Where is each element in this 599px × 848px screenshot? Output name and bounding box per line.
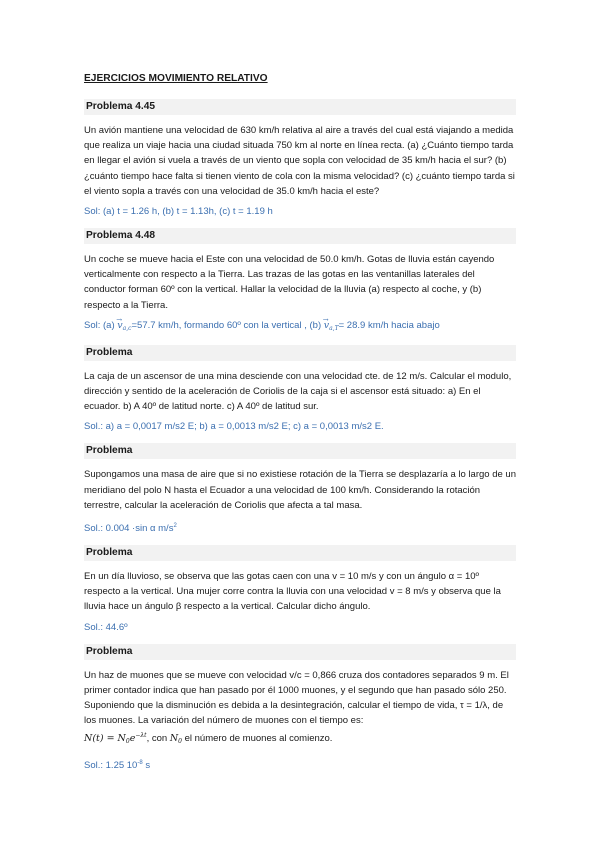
problem-elevator [84,345,516,435]
problem-statement: Un coche se mueve hacia el Este con una velocidad de 50.0 km/h. Gotas de lluvia están cayendo verticalmente con respecto a la Tierra. Las trazas de las gotas en las ventanillas laterales del conductor forman 60º con la vertical. Hallar la velocidad de la lluvia (a) respecto al coche, y (b) respecto a la Tierra. [84,254,495,311]
formula-exponential: e [129,733,136,745]
velocity-subscript: a,c [122,324,132,332]
statement-ending: el número de muones al comienzo. [181,733,333,745]
problem-heading-bar [84,443,516,459]
problem-heading: Problema [86,346,133,358]
problem-solution [84,319,516,336]
problem-heading: Problema [86,547,133,559]
velocity-vector-rain-car: → v [117,320,122,331]
problem-air-mass [84,443,516,536]
formula-exponent: −λt [135,732,147,740]
statement-text: Un haz de muones que se mueve con velocidad v/c = 0,866 cruza dos contadores separados 9 m. El primer contador indica que han pasado por él 1000 muones, y el segundo que han pasado sólo 250. Suponiendo que la disminución es debida a la desintegración, calcular el tiempo de vida, τ = 1/λ, de los muones. La variación del número de muones con el tiempo es: [84,669,509,727]
problem-heading-bar [84,545,516,561]
document-content [84,72,516,782]
decay-formula [84,733,147,744]
formula-subscript: 0 [125,738,130,746]
solution-prefix: Sol.: 1.25 10 [84,759,138,771]
problem-solution: Sol.: a) a = 0,0017 m/s2 E; b) a = 0,0013 m/s2 E; c) a = 0,0013 m/s2 E. [84,421,384,433]
n0-symbol: N [169,733,179,745]
problem-statement: Un avión mantiene una velocidad de 630 km/h relativa al aire a través del cual está viajando a medida que realiza un viaje hacia una ciudad situada 750 km al norte en línea recta. (a) ¿Cuánto tiempo tarda en llegar el avión si vuela a través de un viento que sopla con velocidad de 35 km/h hacia el sur? (b) ¿cuánto tiempo hace falta si tienen viento de cola con la misma velocidad? (c) ¿cuánto tiempo tarda si el viento sopla a través con una velocidad de 35.0 km/h hacia el este? [84,125,515,197]
problem-solution: Sol.: 44.6º [84,621,128,633]
problem-rain-angle [84,545,516,635]
formula-lhs: N(t) = N [84,733,126,745]
problem-4-48 [84,228,516,336]
problem-statement [84,668,516,750]
solution-prefix: Sol.: 0.004 ·sin α m/s [84,523,174,535]
solution-suffix: = 28.9 km/h hacia abajo [338,319,440,331]
velocity-subscript: a,T [329,324,339,332]
problem-heading: Problema 4.48 [86,230,156,242]
n0-subscript: 0 [178,738,182,746]
solution-prefix: Sol: (a) [84,319,118,331]
problem-statement: Supongamos una masa de aire que si no existiese rotación de la Tierra se desplazaría a lo largo de un meridiano del polo N hasta el Ecuador a una velocidad de 100 km/h. Considerando la rotación terrestre, calcular la aceleración de Coriolis que afecta a tal masa. [84,469,516,511]
problem-4-45 [84,99,516,219]
problem-heading-bar [84,99,516,115]
problem-muons [84,644,516,773]
solution-suffix: s [142,759,151,771]
solution-exponent: -8 [137,759,143,766]
problem-heading: Problema 4.45 [86,101,156,112]
problem-solution [84,519,516,536]
velocity-vector-rain-earth: → v [324,320,329,331]
problem-heading-bar [84,644,516,660]
problem-solution [84,756,516,773]
problem-heading-bar [84,228,516,244]
problem-heading-bar [84,345,516,361]
problem-heading: Problema [86,645,133,657]
document-title: EJERCICIOS MOVIMIENTO RELATIVO [84,73,268,84]
problem-statement: En un día lluvioso, se observa que las gotas caen con una v = 10 m/s y con un ángulo α = 10º respecto a la vertical. Una mujer corre contra la lluvia con una velocidad v = 8 m/s y observa que la lluvia hace un ángulo β respecto a la vertical. Calcular dicho ángulo. [84,571,501,613]
problem-solution: Sol: (a) t = 1.26 h, (b) t = 1.13h, (c) t = 1.19 h [84,206,273,218]
problem-statement: La caja de un ascensor de una mina desciende con una velocidad cte. de 12 m/s. Calcular el modulo, dirección y sentido de la aceleración de Coriolis de la caja si el ascensor está situado: a) En el ecuador. b) A 40º de latitud norte. c) A 40º de latitud sur. [84,370,512,413]
solution-exponent: 2 [173,523,177,530]
solution-middle: =57.7 km/h, formando 60º con la vertical , (b) [131,319,324,331]
problem-heading: Problema [86,445,133,457]
formula-after: , con [146,733,170,745]
